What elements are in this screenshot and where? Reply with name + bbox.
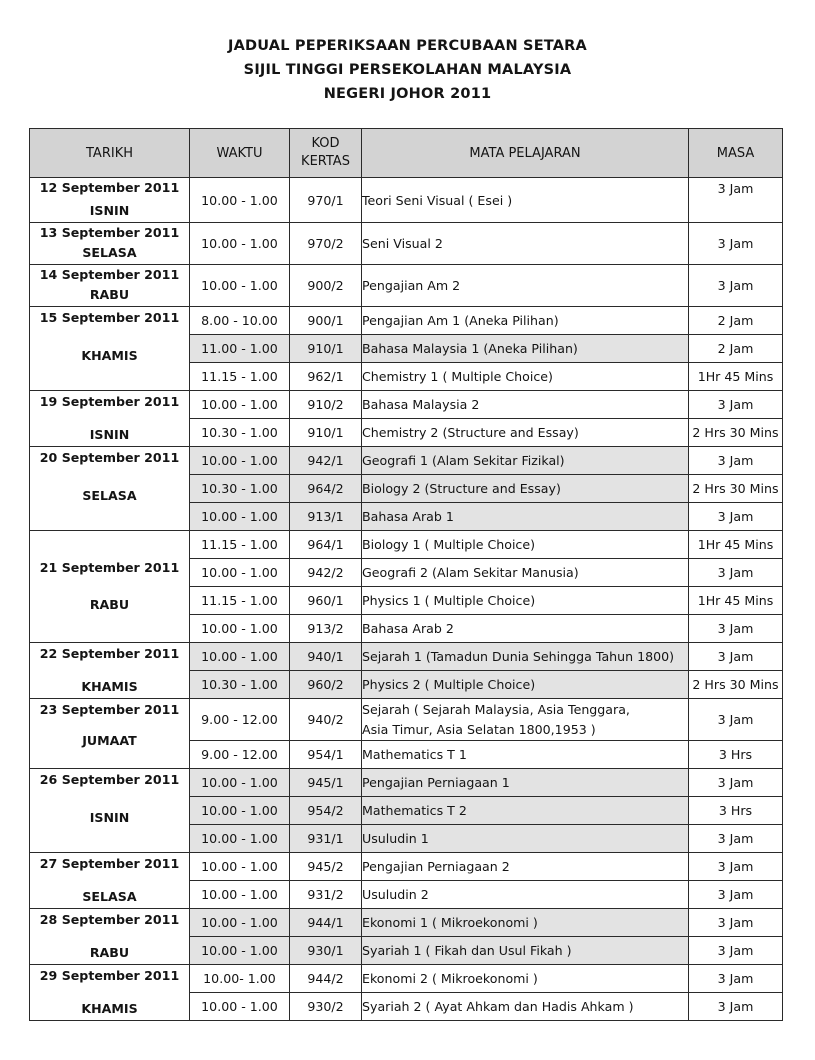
waktu-cell: 10.00 - 1.00 [190, 559, 290, 587]
masa-cell: 3 Jam [689, 391, 783, 419]
subject-cell: Geografi 1 (Alam Sekitar Fizikal) [362, 447, 689, 475]
header-kod-line2: KERTAS [301, 154, 350, 169]
header-kod-kertas [290, 129, 362, 178]
date-cell [30, 769, 190, 853]
kod-cell: 964/1 [290, 531, 362, 559]
masa-cell: 3 Jam [689, 965, 783, 993]
exam-date: 19 September 2011 [39, 393, 180, 409]
title-line-3: NEGERI JOHOR 2011 [323, 86, 492, 102]
subject-cell: Bahasa Arab 1 [362, 503, 689, 531]
masa-cell: 3 Jam [689, 559, 783, 587]
date-cell [30, 178, 190, 223]
subject-cell: Physics 1 ( Multiple Choice) [362, 587, 689, 615]
waktu-cell: 9.00 - 12.00 [190, 741, 290, 769]
kod-cell: 940/1 [290, 643, 362, 671]
waktu-cell: 10.00 - 1.00 [190, 993, 290, 1021]
masa-cell: 3 Jam [689, 447, 783, 475]
exam-day: ISNIN [89, 203, 130, 218]
kod-cell: 942/1 [290, 447, 362, 475]
kod-cell: 931/1 [290, 825, 362, 853]
masa-cell: 3 Jam [689, 643, 783, 671]
masa-cell: 3 Jam [689, 825, 783, 853]
masa-cell: 2 Jam [689, 307, 783, 335]
table-row [30, 265, 783, 307]
table-row [30, 447, 783, 475]
exam-date: 26 September 2011 [39, 771, 180, 787]
subject-cell: Ekonomi 2 ( Mikroekonomi ) [362, 965, 689, 993]
exam-date: 23 September 2011 [39, 701, 180, 717]
kod-cell: 913/2 [290, 615, 362, 643]
subject-cell: Ekonomi 1 ( Mikroekonomi ) [362, 909, 689, 937]
masa-cell: 3 Jam [689, 993, 783, 1021]
waktu-cell: 10.30 - 1.00 [190, 475, 290, 503]
kod-cell: 930/2 [290, 993, 362, 1021]
exam-date: 29 September 2011 [39, 967, 180, 983]
kod-cell: 954/1 [290, 741, 362, 769]
waktu-cell: 8.00 - 10.00 [190, 307, 290, 335]
masa-cell: 3 Jam [689, 937, 783, 965]
waktu-cell: 10.30 - 1.00 [190, 419, 290, 447]
waktu-cell: 10.00 - 1.00 [190, 265, 290, 307]
kod-cell: 960/2 [290, 671, 362, 699]
date-cell [30, 643, 190, 699]
kod-cell: 954/2 [290, 797, 362, 825]
waktu-cell: 11.15 - 1.00 [190, 587, 290, 615]
exam-date: 15 September 2011 [39, 309, 180, 325]
masa-cell: 3 Jam [689, 178, 783, 223]
table-row [30, 178, 783, 223]
kod-cell: 962/1 [290, 363, 362, 391]
kod-cell: 945/2 [290, 853, 362, 881]
kod-cell: 910/1 [290, 335, 362, 363]
date-cell [30, 391, 190, 447]
kod-cell: 913/1 [290, 503, 362, 531]
title-line-1: JADUAL PEPERIKSAAN PERCUBAAN SETARA [228, 38, 587, 54]
masa-cell: 3 Jam [689, 909, 783, 937]
subject-cell: Biology 1 ( Multiple Choice) [362, 531, 689, 559]
subject-cell: Chemistry 1 ( Multiple Choice) [362, 363, 689, 391]
header-tarikh: TARIKH [30, 129, 190, 178]
waktu-cell: 10.00 - 1.00 [190, 769, 290, 797]
waktu-cell: 10.00 - 1.00 [190, 797, 290, 825]
subject-cell: Usuludin 1 [362, 825, 689, 853]
date-cell [30, 699, 190, 769]
subject-cell: Pengajian Am 1 (Aneka Pilihan) [362, 307, 689, 335]
subject-cell: Bahasa Malaysia 2 [362, 391, 689, 419]
subject-cell: Syariah 1 ( Fikah dan Usul Fikah ) [362, 937, 689, 965]
kod-cell: 944/1 [290, 909, 362, 937]
waktu-cell: 10.00 - 1.00 [190, 503, 290, 531]
kod-cell: 931/2 [290, 881, 362, 909]
kod-cell: 970/1 [290, 178, 362, 223]
kod-cell: 930/1 [290, 937, 362, 965]
header-waktu: WAKTU [190, 129, 290, 178]
date-cell [30, 447, 190, 531]
waktu-cell: 10.00 - 1.00 [190, 909, 290, 937]
waktu-cell: 10.00 - 1.00 [190, 937, 290, 965]
waktu-cell: 10.00 - 1.00 [190, 178, 290, 223]
table-row [30, 391, 783, 419]
title-line-2: SIJIL TINGGI PERSEKOLAHAN MALAYSIA [243, 62, 572, 78]
subject-cell: Geografi 2 (Alam Sekitar Manusia) [362, 559, 689, 587]
kod-cell: 944/2 [290, 965, 362, 993]
masa-cell: 3 Jam [689, 223, 783, 265]
table-row [30, 699, 783, 741]
masa-cell: 2 Jam [689, 335, 783, 363]
subject-line-1: Sejarah ( Sejarah Malaysia, Asia Tenggara, [362, 701, 630, 717]
waktu-cell: 10.00 - 1.00 [190, 223, 290, 265]
masa-cell: 1Hr 45 Mins [689, 531, 783, 559]
exam-day: ISNIN [89, 426, 130, 442]
exam-day: SELASA [82, 487, 137, 503]
exam-day: KHAMIS [81, 347, 138, 363]
exam-day: RABU [89, 944, 130, 960]
masa-cell: 2 Hrs 30 Mins [689, 419, 783, 447]
exam-day: KHAMIS [81, 1000, 138, 1016]
exam-date: 22 September 2011 [39, 645, 180, 661]
subject-cell: Mathematics T 2 [362, 797, 689, 825]
subject-cell: Bahasa Malaysia 1 (Aneka Pilihan) [362, 335, 689, 363]
waktu-cell: 11.15 - 1.00 [190, 531, 290, 559]
subject-cell: Usuludin 2 [362, 881, 689, 909]
kod-cell: 900/2 [290, 265, 362, 307]
waktu-cell: 10.00 - 1.00 [190, 447, 290, 475]
table-row [30, 643, 783, 671]
waktu-cell: 10.00 - 1.00 [190, 853, 290, 881]
waktu-cell: 10.00 - 1.00 [190, 643, 290, 671]
masa-cell: 3 Jam [689, 615, 783, 643]
exam-day: SELASA [82, 888, 137, 904]
subject-cell: Mathematics T 1 [362, 741, 689, 769]
subject-cell: Pengajian Perniagaan 2 [362, 853, 689, 881]
waktu-cell: 10.00- 1.00 [190, 965, 290, 993]
date-cell [30, 853, 190, 909]
subject-cell: Chemistry 2 (Structure and Essay) [362, 419, 689, 447]
subject-cell: Biology 2 (Structure and Essay) [362, 475, 689, 503]
waktu-cell: 11.00 - 1.00 [190, 335, 290, 363]
table-row [30, 853, 783, 881]
waktu-cell: 9.00 - 12.00 [190, 699, 290, 741]
exam-date: 21 September 2011 [39, 559, 180, 575]
exam-date: 28 September 2011 [39, 911, 180, 927]
kod-cell: 970/2 [290, 223, 362, 265]
masa-cell: 3 Hrs [689, 741, 783, 769]
exam-date: 12 September 2011 [39, 180, 180, 195]
date-cell [30, 307, 190, 391]
masa-cell: 3 Jam [689, 699, 783, 741]
header-masa: MASA [689, 129, 783, 178]
kod-cell: 942/2 [290, 559, 362, 587]
subject-cell: Syariah 2 ( Ayat Ahkam dan Hadis Ahkam ) [362, 993, 689, 1021]
table-row [30, 769, 783, 797]
subject-cell: Sejarah 1 (Tamadun Dunia Sehingga Tahun 1800) [362, 643, 689, 671]
waktu-cell: 10.00 - 1.00 [190, 881, 290, 909]
masa-cell: 3 Jam [689, 265, 783, 307]
subject-cell: Bahasa Arab 2 [362, 615, 689, 643]
exam-day: KHAMIS [81, 678, 138, 694]
date-cell [30, 531, 190, 643]
waktu-cell: 10.00 - 1.00 [190, 825, 290, 853]
waktu-cell: 11.15 - 1.00 [190, 363, 290, 391]
subject-cell [362, 699, 689, 741]
kod-cell: 964/2 [290, 475, 362, 503]
subject-cell: Physics 2 ( Multiple Choice) [362, 671, 689, 699]
subject-cell: Seni Visual 2 [362, 223, 689, 265]
header-kod-line1: KOD [311, 136, 340, 151]
exam-day: ISNIN [89, 809, 130, 825]
kod-cell: 960/1 [290, 587, 362, 615]
table-row [30, 909, 783, 937]
exam-day: RABU [89, 596, 130, 612]
masa-cell: 1Hr 45 Mins [689, 363, 783, 391]
table-row [30, 965, 783, 993]
masa-cell: 3 Jam [689, 769, 783, 797]
masa-cell: 3 Jam [689, 503, 783, 531]
table-row [30, 223, 783, 265]
exam-date: 20 September 2011 [39, 449, 180, 465]
waktu-cell: 10.00 - 1.00 [190, 615, 290, 643]
subject-cell: Teori Seni Visual ( Esei ) [362, 178, 689, 223]
table-row [30, 307, 783, 335]
masa-cell: 3 Jam [689, 881, 783, 909]
kod-cell: 940/2 [290, 699, 362, 741]
masa-cell: 2 Hrs 30 Mins [689, 671, 783, 699]
document-title [0, 34, 815, 106]
masa-cell: 3 Jam [689, 853, 783, 881]
waktu-cell: 10.30 - 1.00 [190, 671, 290, 699]
exam-date: 27 September 2011 [39, 855, 180, 871]
kod-cell: 945/1 [290, 769, 362, 797]
date-cell [30, 909, 190, 965]
exam-day: JUMAAT [82, 732, 137, 748]
subject-cell: Pengajian Am 2 [362, 265, 689, 307]
exam-day: RABU [89, 287, 130, 302]
kod-cell: 910/1 [290, 419, 362, 447]
exam-day: SELASA [82, 245, 137, 260]
date-cell [30, 265, 190, 307]
masa-cell: 3 Hrs [689, 797, 783, 825]
table-header-row [30, 129, 783, 178]
exam-date: 13 September 2011 [39, 225, 180, 240]
date-cell [30, 965, 190, 1021]
table-row [30, 531, 783, 559]
masa-cell: 1Hr 45 Mins [689, 587, 783, 615]
exam-schedule-table [29, 128, 783, 1021]
subject-line-2: Asia Timur, Asia Selatan 1800,1953 ) [362, 721, 596, 737]
header-mata-pelajaran: MATA PELAJARAN [362, 129, 689, 178]
masa-cell: 2 Hrs 30 Mins [689, 475, 783, 503]
kod-cell: 900/1 [290, 307, 362, 335]
kod-cell: 910/2 [290, 391, 362, 419]
subject-cell: Pengajian Perniagaan 1 [362, 769, 689, 797]
waktu-cell: 10.00 - 1.00 [190, 391, 290, 419]
date-cell [30, 223, 190, 265]
exam-date: 14 September 2011 [39, 267, 180, 282]
